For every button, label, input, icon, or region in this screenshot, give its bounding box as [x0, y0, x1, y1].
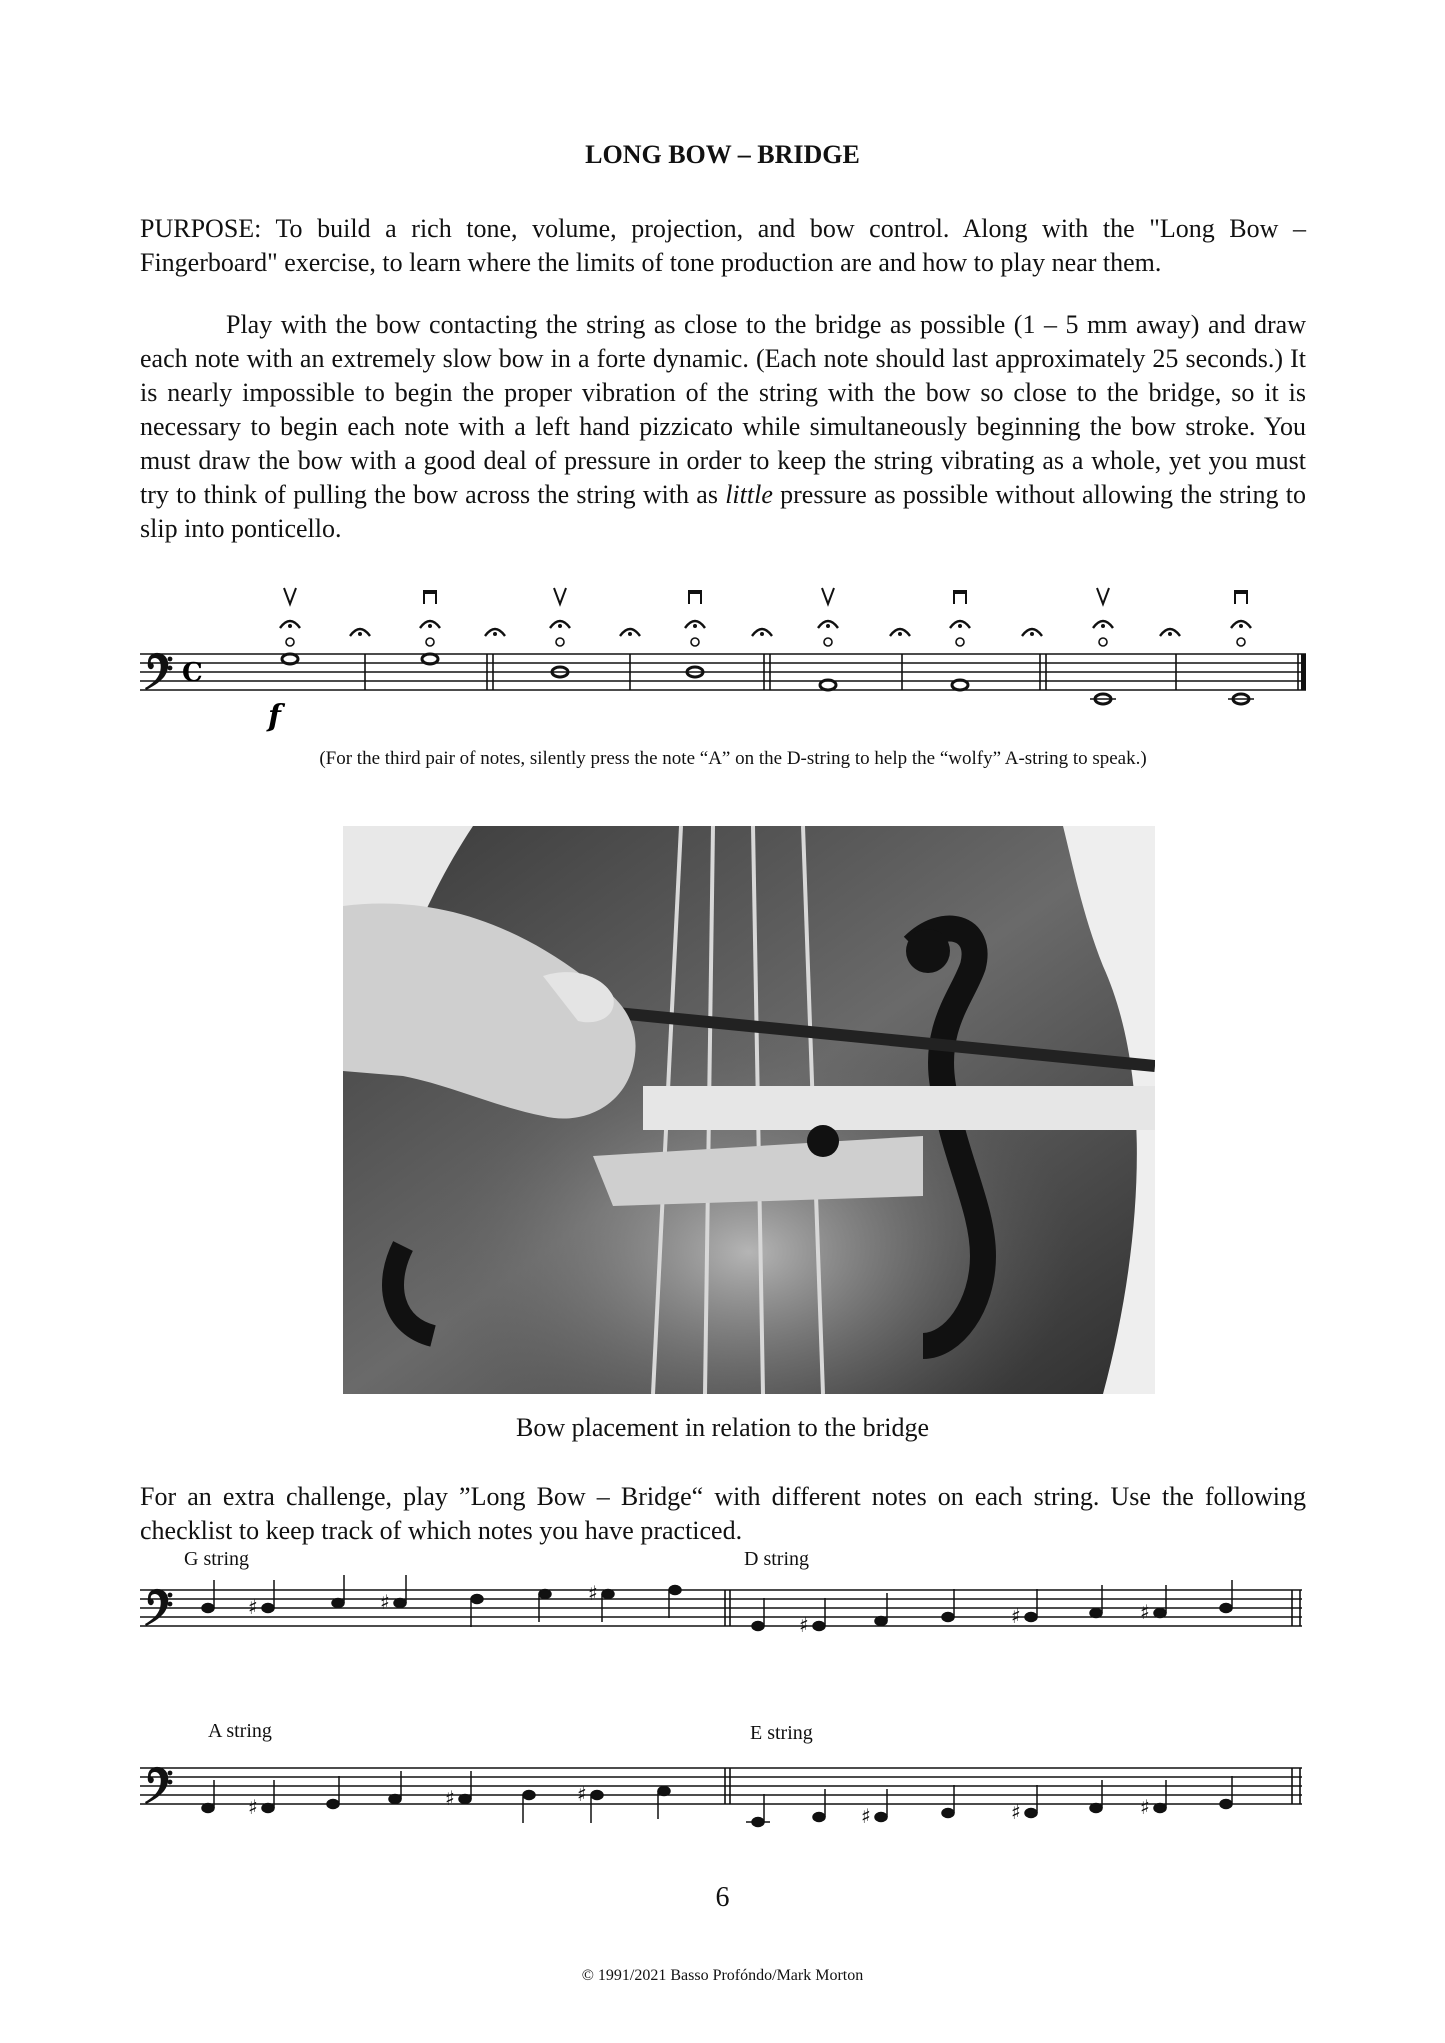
- harmonic-circle-icon: [426, 638, 434, 646]
- instructions-part1: Play with the bow contacting the string as close to the bridge as possible (1 – 5 mm away) and draw each note with an extremely slow bow in a forte dynamic. (Each note should last approximately 25 seconds.) It is nearly impossible to begin the proper vibration of the string with the bow so close to the bridge, so it is necessary to begin each note with a left hand pizzicato while simultaneously beginning the bow stroke. You must draw the bow with a good deal of pressure in order to keep the string vibrating as a whole, yet you must try to think of pulling the bow across the string with as: [140, 310, 1306, 509]
- quarter-note: [523, 1791, 535, 1824]
- harmonic-circle-icon: [1237, 638, 1245, 646]
- down-bow-icon: [423, 590, 437, 604]
- instructions-paragraph: [140, 308, 1306, 546]
- quarter-note: [1140, 1585, 1166, 1624]
- harmonic-circle-icon: [556, 638, 564, 646]
- down-bow-icon: [688, 590, 702, 604]
- dynamic-marking: f: [268, 699, 281, 734]
- checklist-staff-1: [140, 1570, 1310, 1690]
- svg-text:♯: ♯: [588, 1581, 598, 1605]
- up-bow-icon: [822, 588, 834, 604]
- quarter-note: [942, 1785, 954, 1818]
- svg-text:♯: ♯: [380, 1590, 390, 1614]
- common-time-icon: C: [182, 658, 203, 688]
- quarter-note: [746, 1794, 770, 1827]
- svg-text:♯: ♯: [1140, 1600, 1150, 1624]
- quarter-note: [327, 1776, 339, 1809]
- whole-note: [1090, 694, 1116, 704]
- a-string-label: A string: [208, 1720, 272, 1742]
- exercise-staff: [140, 574, 1310, 744]
- copyright: © 1991/2021 Basso Profóndo/Mark Morton: [581, 1967, 864, 1984]
- quarter-note: [202, 1780, 214, 1813]
- instructions-part2: pressure as possible without allowing the string to slip into ponticello.: [140, 480, 1306, 543]
- down-bow-icon: [1234, 590, 1248, 604]
- quarter-note: [471, 1595, 483, 1628]
- quarter-note: [658, 1787, 670, 1820]
- svg-text:♯: ♯: [1011, 1604, 1021, 1628]
- g-string-label: G string: [184, 1548, 249, 1570]
- svg-text:♯: ♯: [577, 1782, 587, 1806]
- quarter-note: [332, 1575, 344, 1608]
- quarter-note: [942, 1589, 954, 1622]
- quarter-note: [1090, 1780, 1102, 1813]
- purpose-paragraph: PURPOSE: To build a rich tone, volume, projection, and bow control. Along with the "Long Bow – Fingerboard" exercise, to learn where the limits of tone production are and how to play near them.: [140, 214, 1306, 277]
- harmonic-circle-icon: [956, 638, 964, 646]
- svg-text:♯: ♯: [799, 1613, 809, 1637]
- up-bow-icon: [1097, 588, 1109, 604]
- whole-note: [422, 654, 438, 664]
- svg-text:♯: ♯: [1011, 1800, 1021, 1824]
- quarter-note: [813, 1789, 825, 1822]
- down-bow-icon: [953, 590, 967, 604]
- quarter-note: [577, 1782, 603, 1823]
- quarter-note: [389, 1771, 401, 1804]
- checklist-staff-2: [140, 1748, 1310, 1868]
- page-number: 6: [715, 1882, 730, 1913]
- whole-note: [820, 680, 836, 690]
- exercise-note: (For the third pair of notes, silently press the note “A” on the D-string to help the “wolfy” A-string to speak.): [319, 748, 1147, 769]
- d-string-label: D string: [744, 1548, 809, 1570]
- e-string-label: E string: [750, 1722, 813, 1744]
- harmonic-circle-icon: [824, 638, 832, 646]
- whole-note: [952, 680, 968, 690]
- page-title: LONG BOW – BRIDGE: [585, 140, 860, 169]
- svg-text:♯: ♯: [248, 1795, 258, 1819]
- quarter-note: [669, 1586, 681, 1619]
- quarter-note: [1220, 1580, 1232, 1613]
- quarter-note: [752, 1598, 764, 1631]
- harmonic-circle-icon: [691, 638, 699, 646]
- instructions-emphasis: little: [725, 480, 773, 509]
- photo-caption: Bow placement in relation to the bridge: [516, 1413, 929, 1442]
- harmonic-circle-icon: [286, 638, 294, 646]
- svg-text:♯: ♯: [445, 1786, 455, 1810]
- up-bow-icon: [554, 588, 566, 604]
- quarter-note: [588, 1581, 614, 1622]
- up-bow-icon: [284, 588, 296, 604]
- quarter-note: [1220, 1776, 1232, 1809]
- svg-text:♯: ♯: [1140, 1795, 1150, 1819]
- quarter-note: [875, 1593, 887, 1626]
- challenge-paragraph: For an extra challenge, play ”Long Bow – Bridge“ with different notes on each string. Use the following checklist to keep track of which notes you have practiced.: [140, 1482, 1306, 1545]
- harmonic-circle-icon: [1099, 638, 1107, 646]
- cello-bridge-photo: [343, 826, 1155, 1394]
- svg-text:♯: ♯: [861, 1804, 871, 1828]
- svg-text:♯: ♯: [248, 1595, 258, 1619]
- whole-note: [1228, 694, 1254, 704]
- quarter-note: [202, 1580, 214, 1613]
- whole-note: [282, 654, 298, 664]
